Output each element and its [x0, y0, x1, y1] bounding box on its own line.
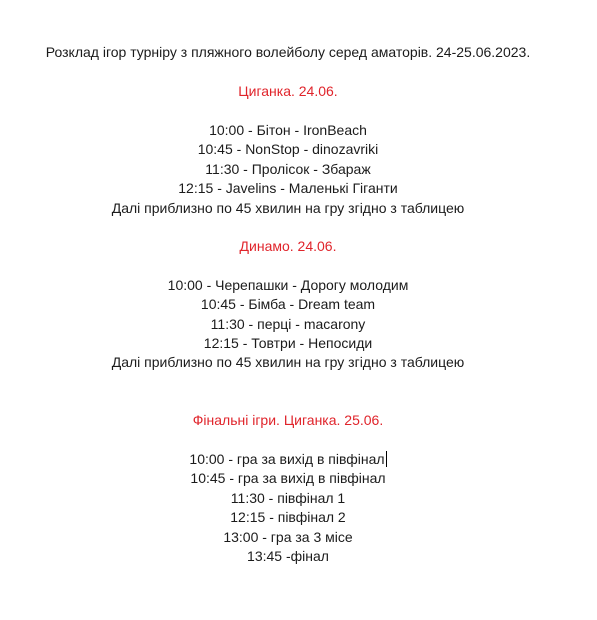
game-line: 10:00 - Бітон - IronBeach	[209, 122, 367, 138]
game-line: 10:00 - Черепашки - Дорогу молодим	[167, 277, 409, 293]
schedule-note: Далі приблизно по 45 хвилин на гру згідно з таблицею	[111, 354, 465, 370]
section-heading-finals: Фінальні ігри. Циганка. 25.06.	[192, 412, 384, 428]
section-heading-tsyhanka: Циганка. 24.06.	[238, 83, 338, 99]
game-line: 10:45 - Бімба - Dream team	[200, 296, 376, 312]
game-line: 10:45 - NonStop - dinozavriki	[197, 141, 379, 157]
game-line: 12:15 - Товтри - Непосиди	[203, 335, 373, 351]
text-cursor	[386, 451, 387, 467]
game-line-text: 10:00 - гра за вихід в півфінал	[189, 451, 385, 467]
game-line-with-cursor[interactable]	[0, 450, 576, 469]
game-line: 12:15 - Javelins - Маленькі Гіганти	[178, 180, 398, 196]
game-line: 11:30 - перці - macarony	[210, 316, 366, 332]
game-line: 11:30 - півфінал 1	[230, 490, 346, 506]
game-line: 10:45 - гра за вихід в півфінал	[190, 470, 386, 486]
game-line: 13:45 -фінал	[247, 548, 329, 564]
section-heading-dynamo: Динамо. 24.06.	[239, 238, 337, 254]
schedule-note: Далі приблизно по 45 хвилин на гру згідно з таблицею	[111, 200, 465, 216]
document-title: Розклад ігор турніру з пляжного волейболу серед аматорів. 24-25.06.2023.	[45, 44, 531, 60]
game-line: 11:30 - Пролісок - Збараж	[205, 161, 371, 177]
game-line: 12:15 - півфінал 2	[230, 509, 346, 525]
game-line: 13:00 - гра за 3 місе	[223, 529, 353, 545]
